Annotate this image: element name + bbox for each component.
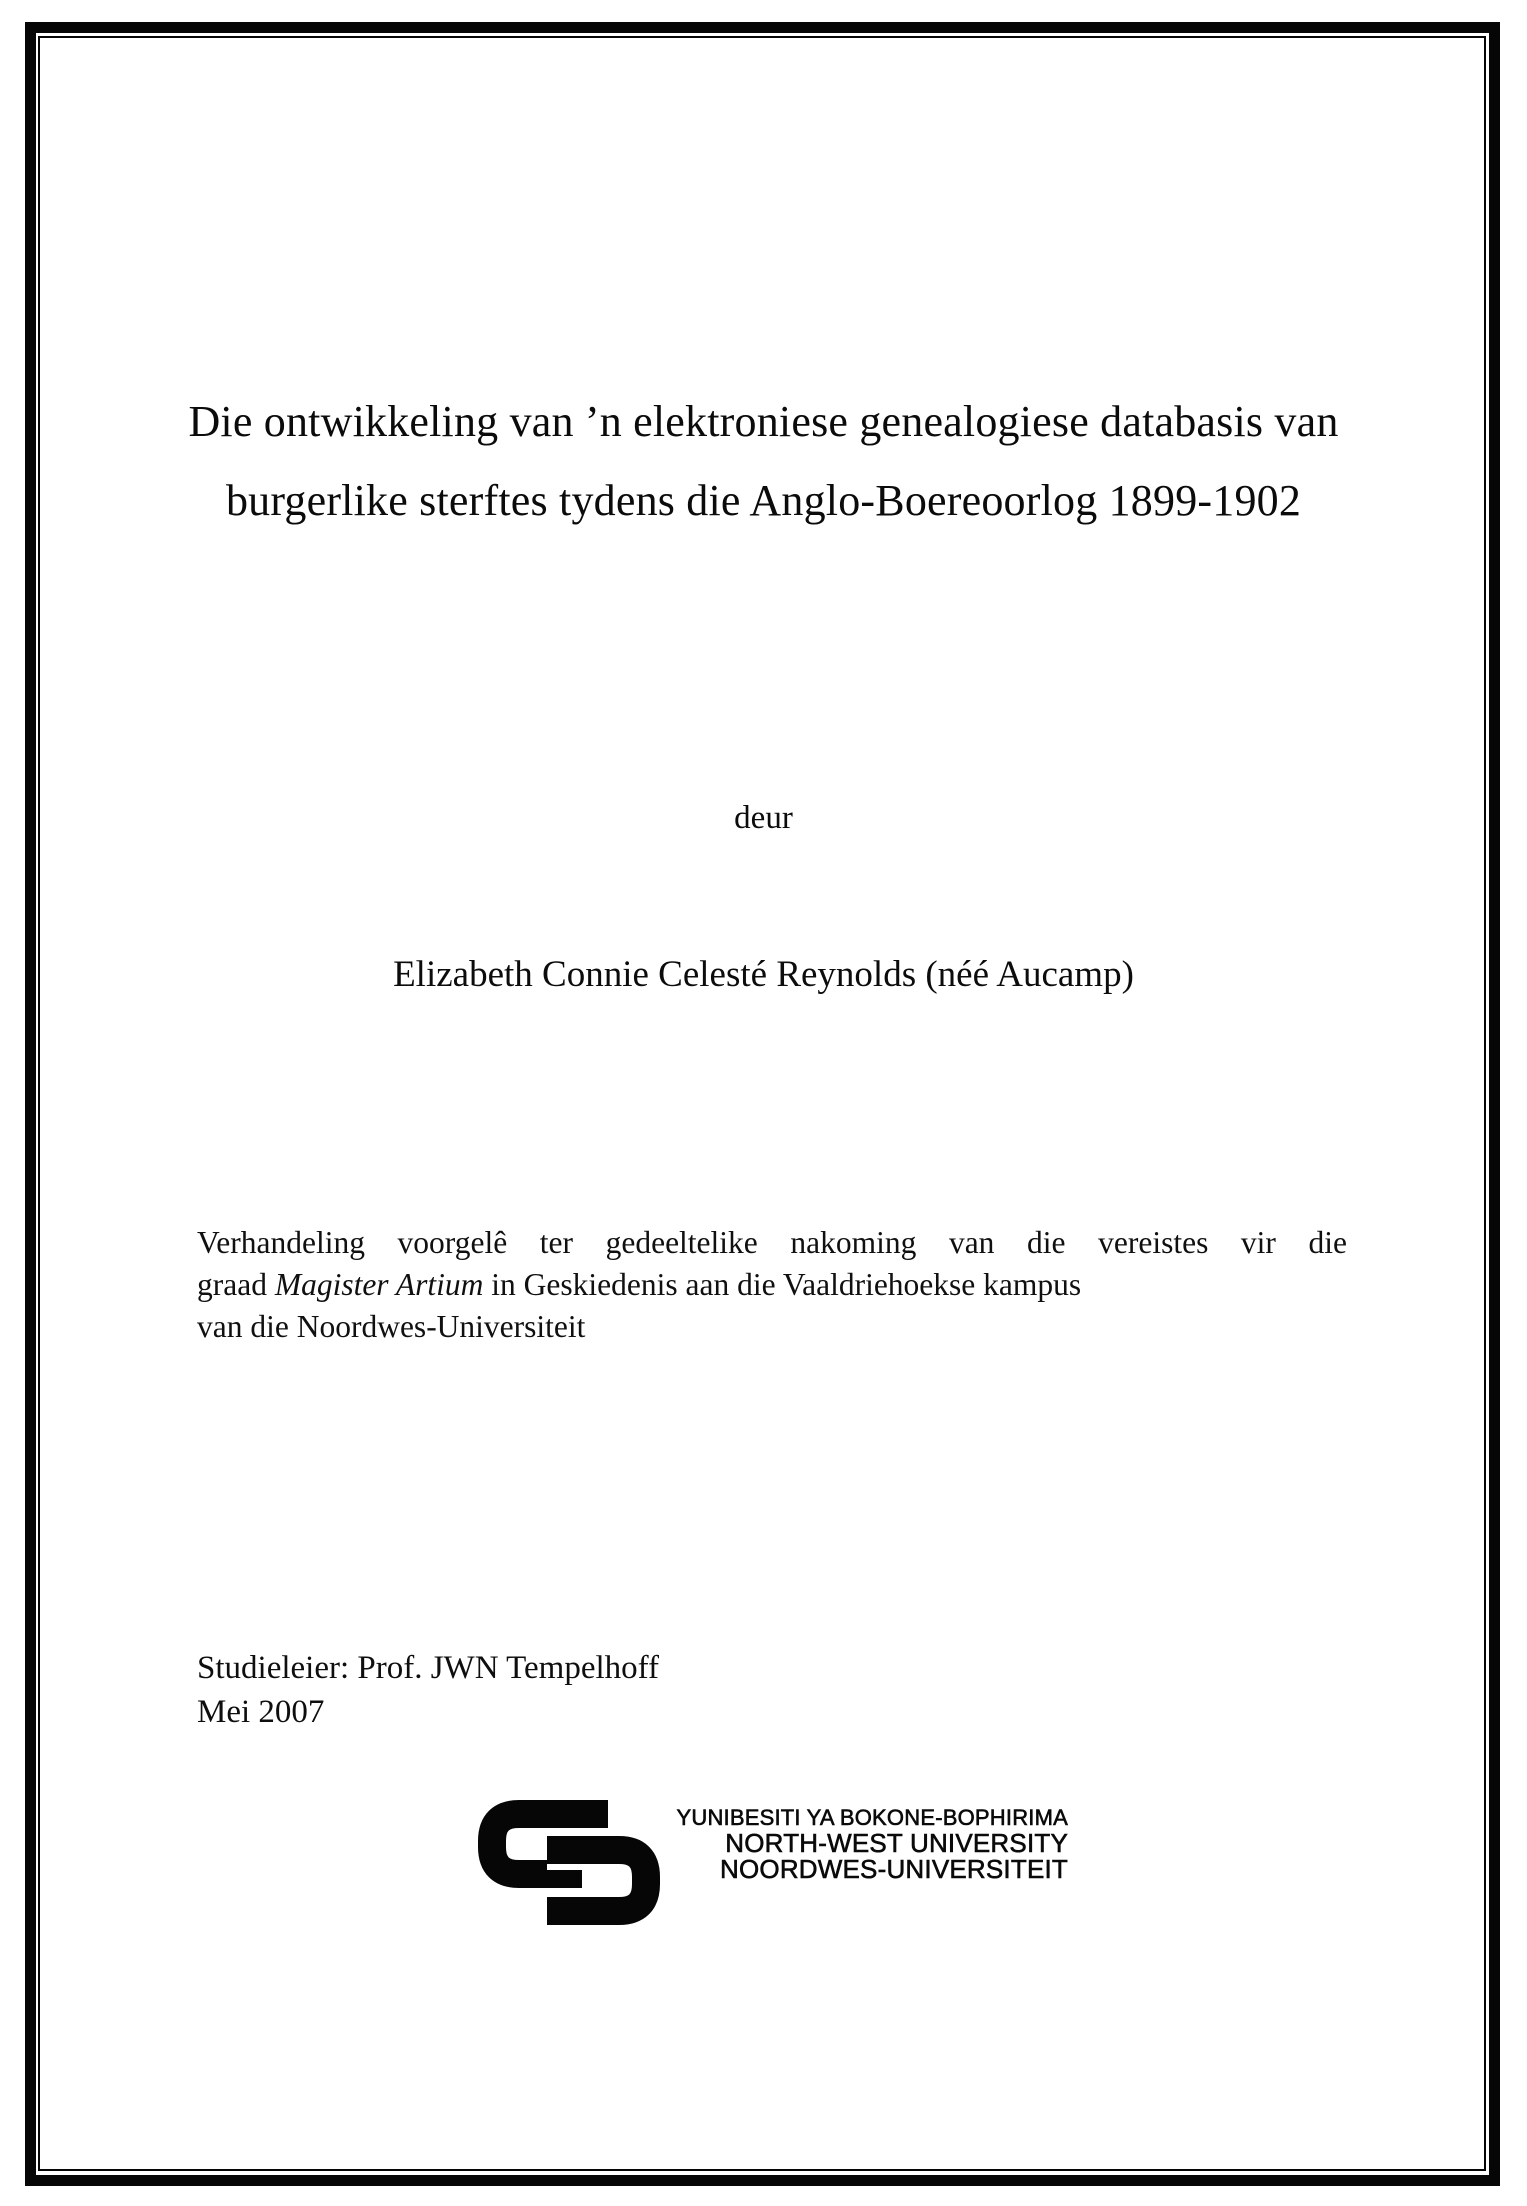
nwu-logo-icon bbox=[477, 1798, 663, 1928]
byline-label: deur bbox=[734, 800, 793, 836]
logo-name-tswana: YUNIBESITI YA BOKONE-BOPHIRIMA bbox=[676, 1805, 1068, 1830]
statement-line-1: Verhandeling voorgelê ter gedeeltelike nakoming van die vereistes vir die bbox=[197, 1225, 1347, 1260]
title-line-1: Die ontwikkeling van ’n elektroniese genealogiese databasis van bbox=[188, 397, 1339, 446]
supervisor-block bbox=[197, 1646, 659, 1734]
logo-name-english: NORTH-WEST UNIVERSITY bbox=[725, 1828, 1068, 1858]
statement-degree-italic: Magister Artium bbox=[274, 1267, 484, 1302]
supervisor-line: Studieleier: Prof. JWN Tempelhoff bbox=[197, 1650, 660, 1686]
nwu-logo-wordmark bbox=[677, 1804, 1069, 1882]
statement-line-2-post: in Geskiedenis aan die Vaaldriehoekse kampus bbox=[491, 1267, 1082, 1302]
statement-line-3: van die Noordwes-Universiteit bbox=[197, 1309, 586, 1344]
logo-name-afrikaans: NOORDWES-UNIVERSITEIT bbox=[720, 1854, 1068, 1884]
date-line: Mei 2007 bbox=[197, 1694, 325, 1730]
statement-line-2 bbox=[197, 1264, 1347, 1306]
author-name: Elizabeth Connie Celesté Reynolds (néé Aucamp) bbox=[393, 954, 1134, 995]
statement-line-2-pre: graad bbox=[197, 1267, 267, 1302]
thesis-statement bbox=[197, 1222, 1347, 1348]
page-title bbox=[100, 382, 1427, 540]
title-line-2: burgerlike sterftes tydens die Anglo-Boereoorlog 1899-1902 bbox=[225, 476, 1302, 525]
